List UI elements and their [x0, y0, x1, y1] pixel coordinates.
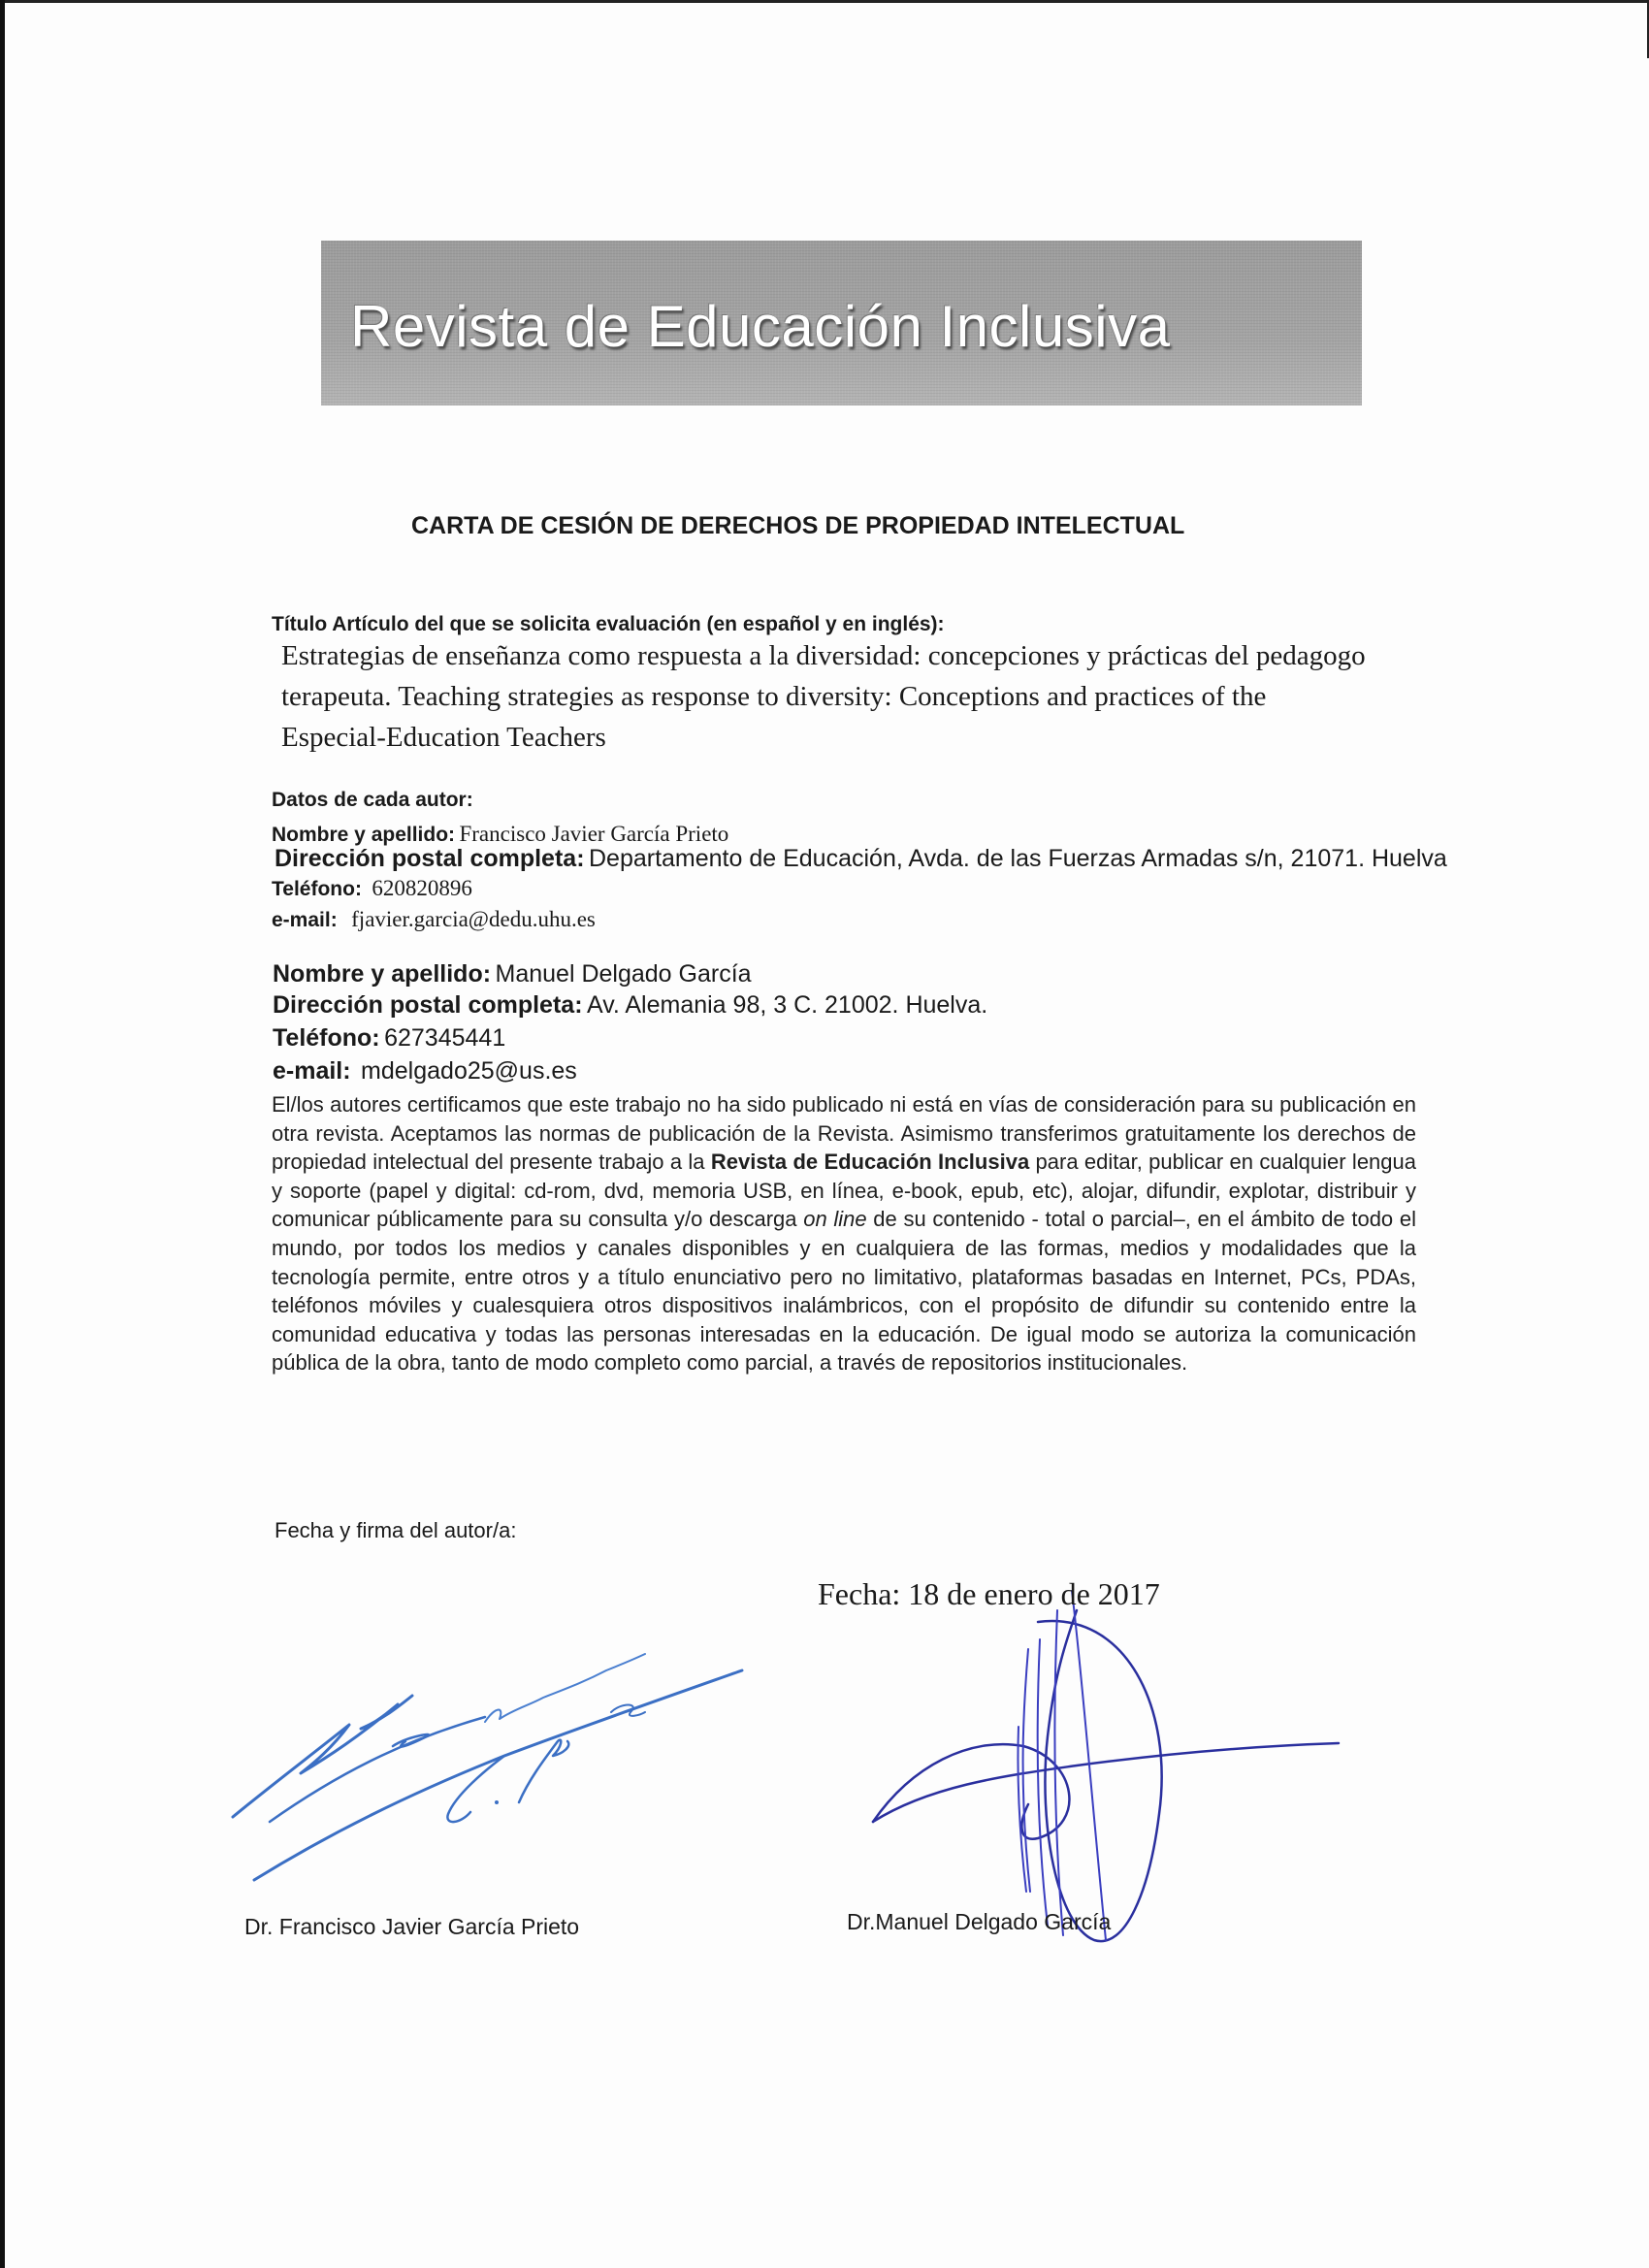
author-name: Francisco Javier García Prieto — [459, 822, 729, 846]
signature-1-dot — [495, 1800, 499, 1804]
article-title-line: Estrategias de enseñanza como respuesta a la diversidad: concepciones y prácticas del pedagogo — [281, 640, 1366, 671]
signer-name-2: Dr.Manuel Delgado García — [847, 1909, 1112, 1934]
address-label: Dirección postal completa: — [275, 845, 585, 872]
name-label: Nombre y apellido: — [273, 960, 492, 988]
signature-1-stroke — [393, 1734, 429, 1746]
signature-section-label: Fecha y firma del autor/a: — [275, 1518, 517, 1542]
declaration-text: de su contenido - total o parcial–, en el ámbito de todo el mundo, por todos los medios y canales disponibles y en cualquiera de las formas, medios y modalidades que la tecnología permite, entre otros y a título enunciativo pero no limitativo, plataformas basadas en Internet, PCs, PDAs, teléfonos móviles y cualesquiera otros dispositivos inalámbricos, con el propósito de difundir su contenido entre la comunidad educativa y todas las personas interesadas en la educación. De igual modo se autoriza la comunicación pública de la obra, tanto de modo completo como parcial, a través de repositorios institucionales. — [272, 1207, 1416, 1376]
signature-date: Fecha: 18 de enero de 2017 — [818, 1576, 1160, 1611]
author-address: Departamento de Educación, Avda. de las Fuerzas Armadas s/n, 21071. Huelva — [588, 845, 1447, 872]
author-email: mdelgado25@us.es — [361, 1057, 577, 1085]
signature-2-stroke — [1018, 1591, 1106, 1940]
journal-banner-title: Revista de Educación Inclusiva — [350, 294, 1171, 359]
author-phone: 627345441 — [384, 1024, 506, 1052]
signature-2-stroke — [873, 1743, 1339, 1822]
author-phone: 620820896 — [372, 876, 472, 900]
signature-1-stroke — [519, 1740, 568, 1802]
author-name: Manuel Delgado García — [495, 960, 752, 988]
signature-1-stroke — [447, 1756, 504, 1822]
article-title-line: terapeuta. Teaching strategies as response to diversity: Conceptions and practices of the — [281, 681, 1267, 712]
phone-label: Teléfono: — [272, 878, 362, 900]
signature-1-stroke — [254, 1670, 742, 1880]
declaration-text: El/los autores certificamos que este trabajo no ha sido publicado ni está en vías de consideración para su publicación en otra revista. Aceptamos las normas de publicación de la Revista. Asimismo transferimos gratuitamente los derechos de propiedad intelectual del presente trabajo a la — [272, 1092, 1416, 1175]
name-label: Nombre y apellido: — [272, 824, 456, 846]
declaration-online: on line — [803, 1207, 867, 1232]
author-email: fjavier.garcia@dedu.uhu.es — [351, 907, 596, 931]
signer-name-1: Dr. Francisco Javier García Prieto — [244, 1914, 580, 1939]
signature-2 — [873, 1591, 1339, 1941]
declaration-text: para editar, publicar en cualquier lengua y soporte (papel y digital: cd-rom, dvd, memoria USB, en línea, e-book, epub, etc), alojar, difundir, explotar, distribuir y comunicar públicamente para su consulta y/o descarga — [272, 1150, 1416, 1232]
authors-label: Datos de cada autor: — [272, 789, 473, 811]
phone-label: Teléfono: — [273, 1024, 380, 1052]
signature-1-stroke — [233, 1696, 412, 1817]
article-title-label: Título Artículo del que se solicita evaluación (en español y en inglés): — [272, 613, 945, 635]
document-title: CARTA DE CESIÓN DE DERECHOS DE PROPIEDAD INTELECTUAL — [411, 512, 1185, 539]
email-label: e-mail: — [273, 1057, 351, 1085]
article-title-line: Especial-Education Teachers — [281, 722, 606, 753]
signature-1-stroke — [485, 1654, 645, 1722]
author-address: Av. Alemania 98, 3 C. 21002. Huelva. — [586, 991, 988, 1019]
signature-1 — [233, 1654, 742, 1880]
email-label: e-mail: — [272, 909, 338, 931]
address-label: Dirección postal completa: — [273, 991, 583, 1019]
declaration-journal-name: Revista de Educación Inclusiva — [710, 1150, 1030, 1175]
